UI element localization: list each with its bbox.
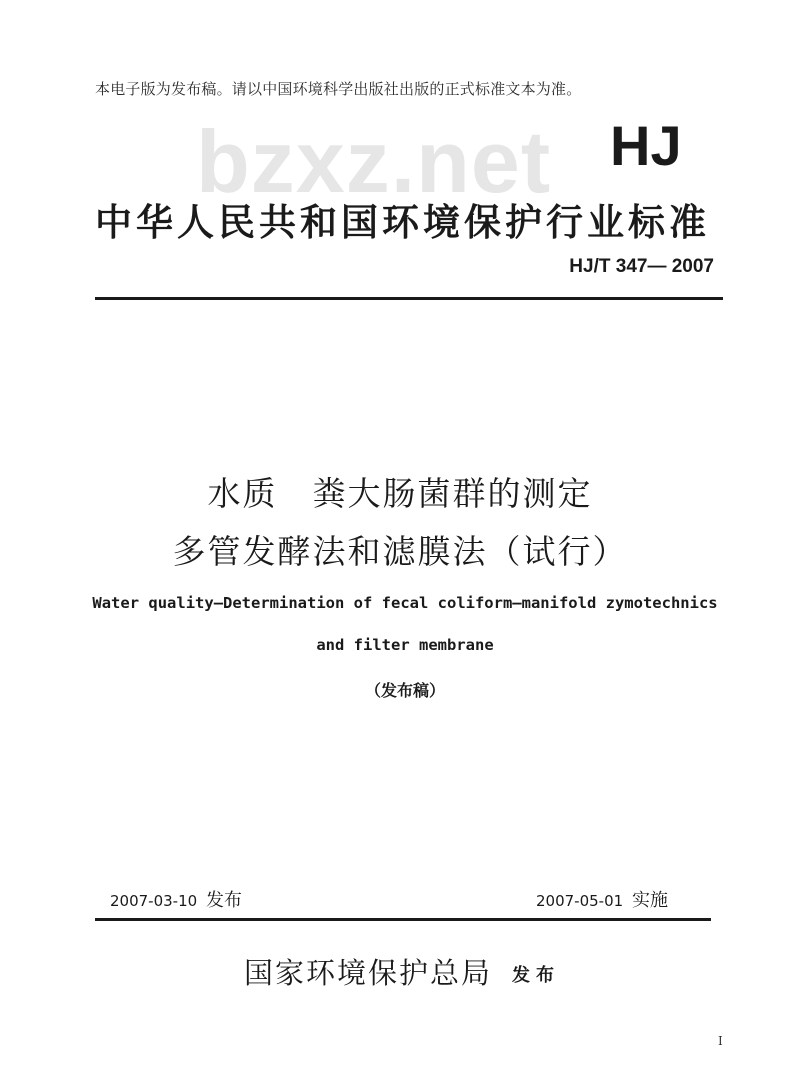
publication-notice: 本电子版为发布稿。请以中国环境科学出版社出版的正式标准文本为准。 [95,80,582,98]
standard-code: HJ/T 347— 2007 [569,256,714,277]
hj-logo: HJ [610,114,682,177]
issuing-authority: 国家环境保护总局 [244,956,493,990]
effective-label: 实施 [631,890,668,911]
top-divider [95,297,723,300]
document-title-cn-line1: 水质 粪大肠菌群的测定 [207,474,593,513]
draft-label: （发布稿） [364,681,445,700]
watermark: bzxz.net [196,112,552,211]
issuer-action-label: 发布 [512,965,560,986]
page-number: I [718,1034,723,1048]
document-title-en-line2: and filter membrane [316,636,494,654]
effective-date: 2007-05-01 [536,892,624,910]
document-title-cn-line2: 多管发酵法和滤膜法（试行） [172,532,628,571]
document-title-en-line1: Water quality—Determination of fecal coliform—manifold zymotechnics [92,594,718,612]
bottom-divider [95,918,711,921]
effective-date-block [536,886,668,912]
standard-category-title: 中华人民共和国环境保护行业标准 [95,200,710,244]
release-date: 2007-03-10 [110,892,198,910]
release-label: 发布 [205,890,242,911]
release-date-block [110,886,242,912]
